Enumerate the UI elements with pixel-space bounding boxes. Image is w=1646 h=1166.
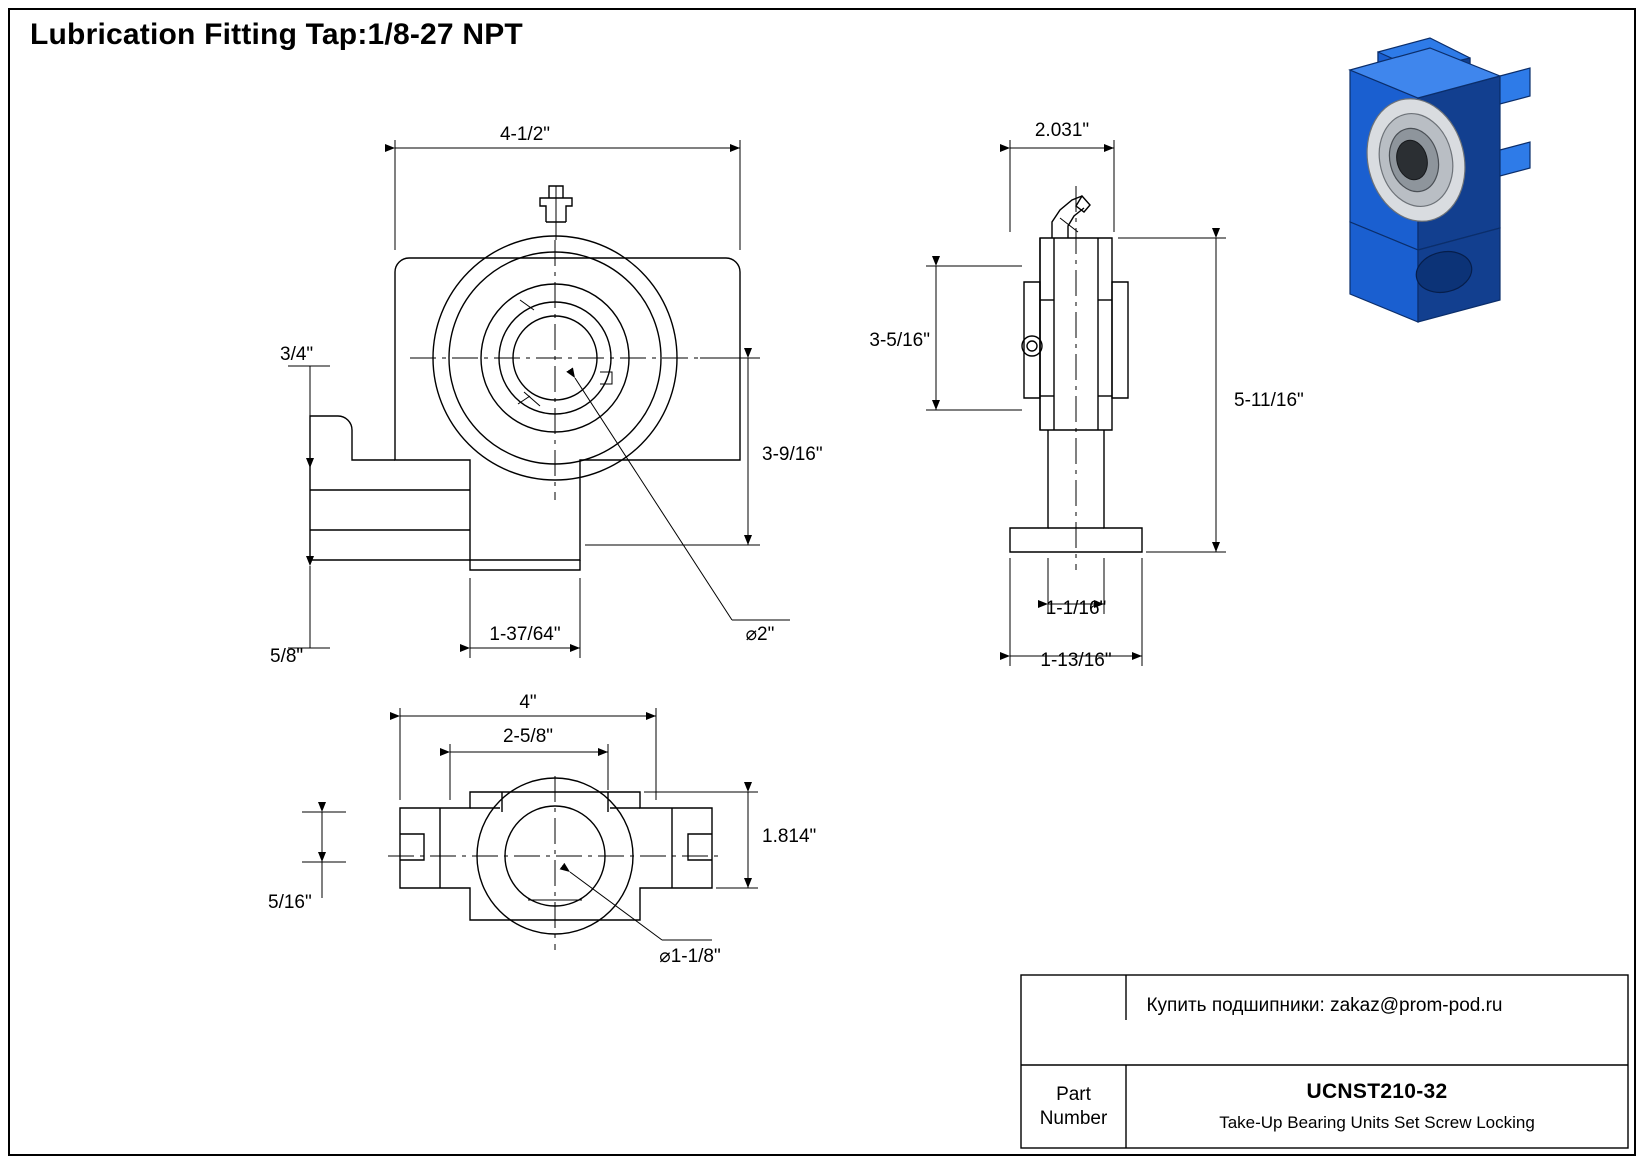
dim-bottom-overall-width: 4" [519,692,537,713]
part-description: Take-Up Bearing Units Set Screw Locking [1219,1113,1535,1132]
dim-front-slot-top: 3/4" [280,344,314,365]
dim-bottom-inner-width: 2-5/8" [502,726,554,747]
dim-front-bore: ⌀2" [745,624,775,645]
titleblock-part-value [1126,1065,1628,1148]
dim-side-thickness: 2.031" [1034,120,1090,141]
dim-bottom-bore: ⌀1-1/8" [659,946,721,967]
titleblock-email: Купить подшипники: zakaz@prom-pod.ru [1146,995,1503,1016]
titleblock-part-label [1021,1065,1126,1148]
side-view-geometry [1010,186,1142,570]
front-view-geometry [310,186,740,570]
page-title: Lubrication Fitting Tap:1/8-27 NPT [30,18,523,51]
part-label-line2: Number [1039,1107,1108,1129]
isometric-bearing [1350,38,1530,322]
dim-front-height: 3-9/16" [762,444,823,465]
dim-front-base-width: 1-37/64" [489,624,561,645]
side-view-dimensions [869,120,1303,671]
dim-side-foot-inner: 1-1/16" [1045,598,1107,619]
part-label-line1: Part [1056,1083,1091,1105]
dim-bottom-depth: 1.814" [762,826,817,847]
bottom-view-geometry [388,776,724,950]
bottom-view-dimensions [268,692,816,967]
dim-side-total-height: 5-11/16" [1234,390,1304,411]
dim-front-width: 4-1/2" [499,124,551,145]
dim-bottom-tab: 5/16" [268,892,312,913]
dim-side-mid-height: 3-5/16" [869,330,930,351]
dim-front-slot-bottom: 5/8" [270,646,304,667]
part-number: UCNST210-32 [1306,1080,1448,1103]
dim-side-foot-outer: 1-13/16" [1040,650,1112,671]
